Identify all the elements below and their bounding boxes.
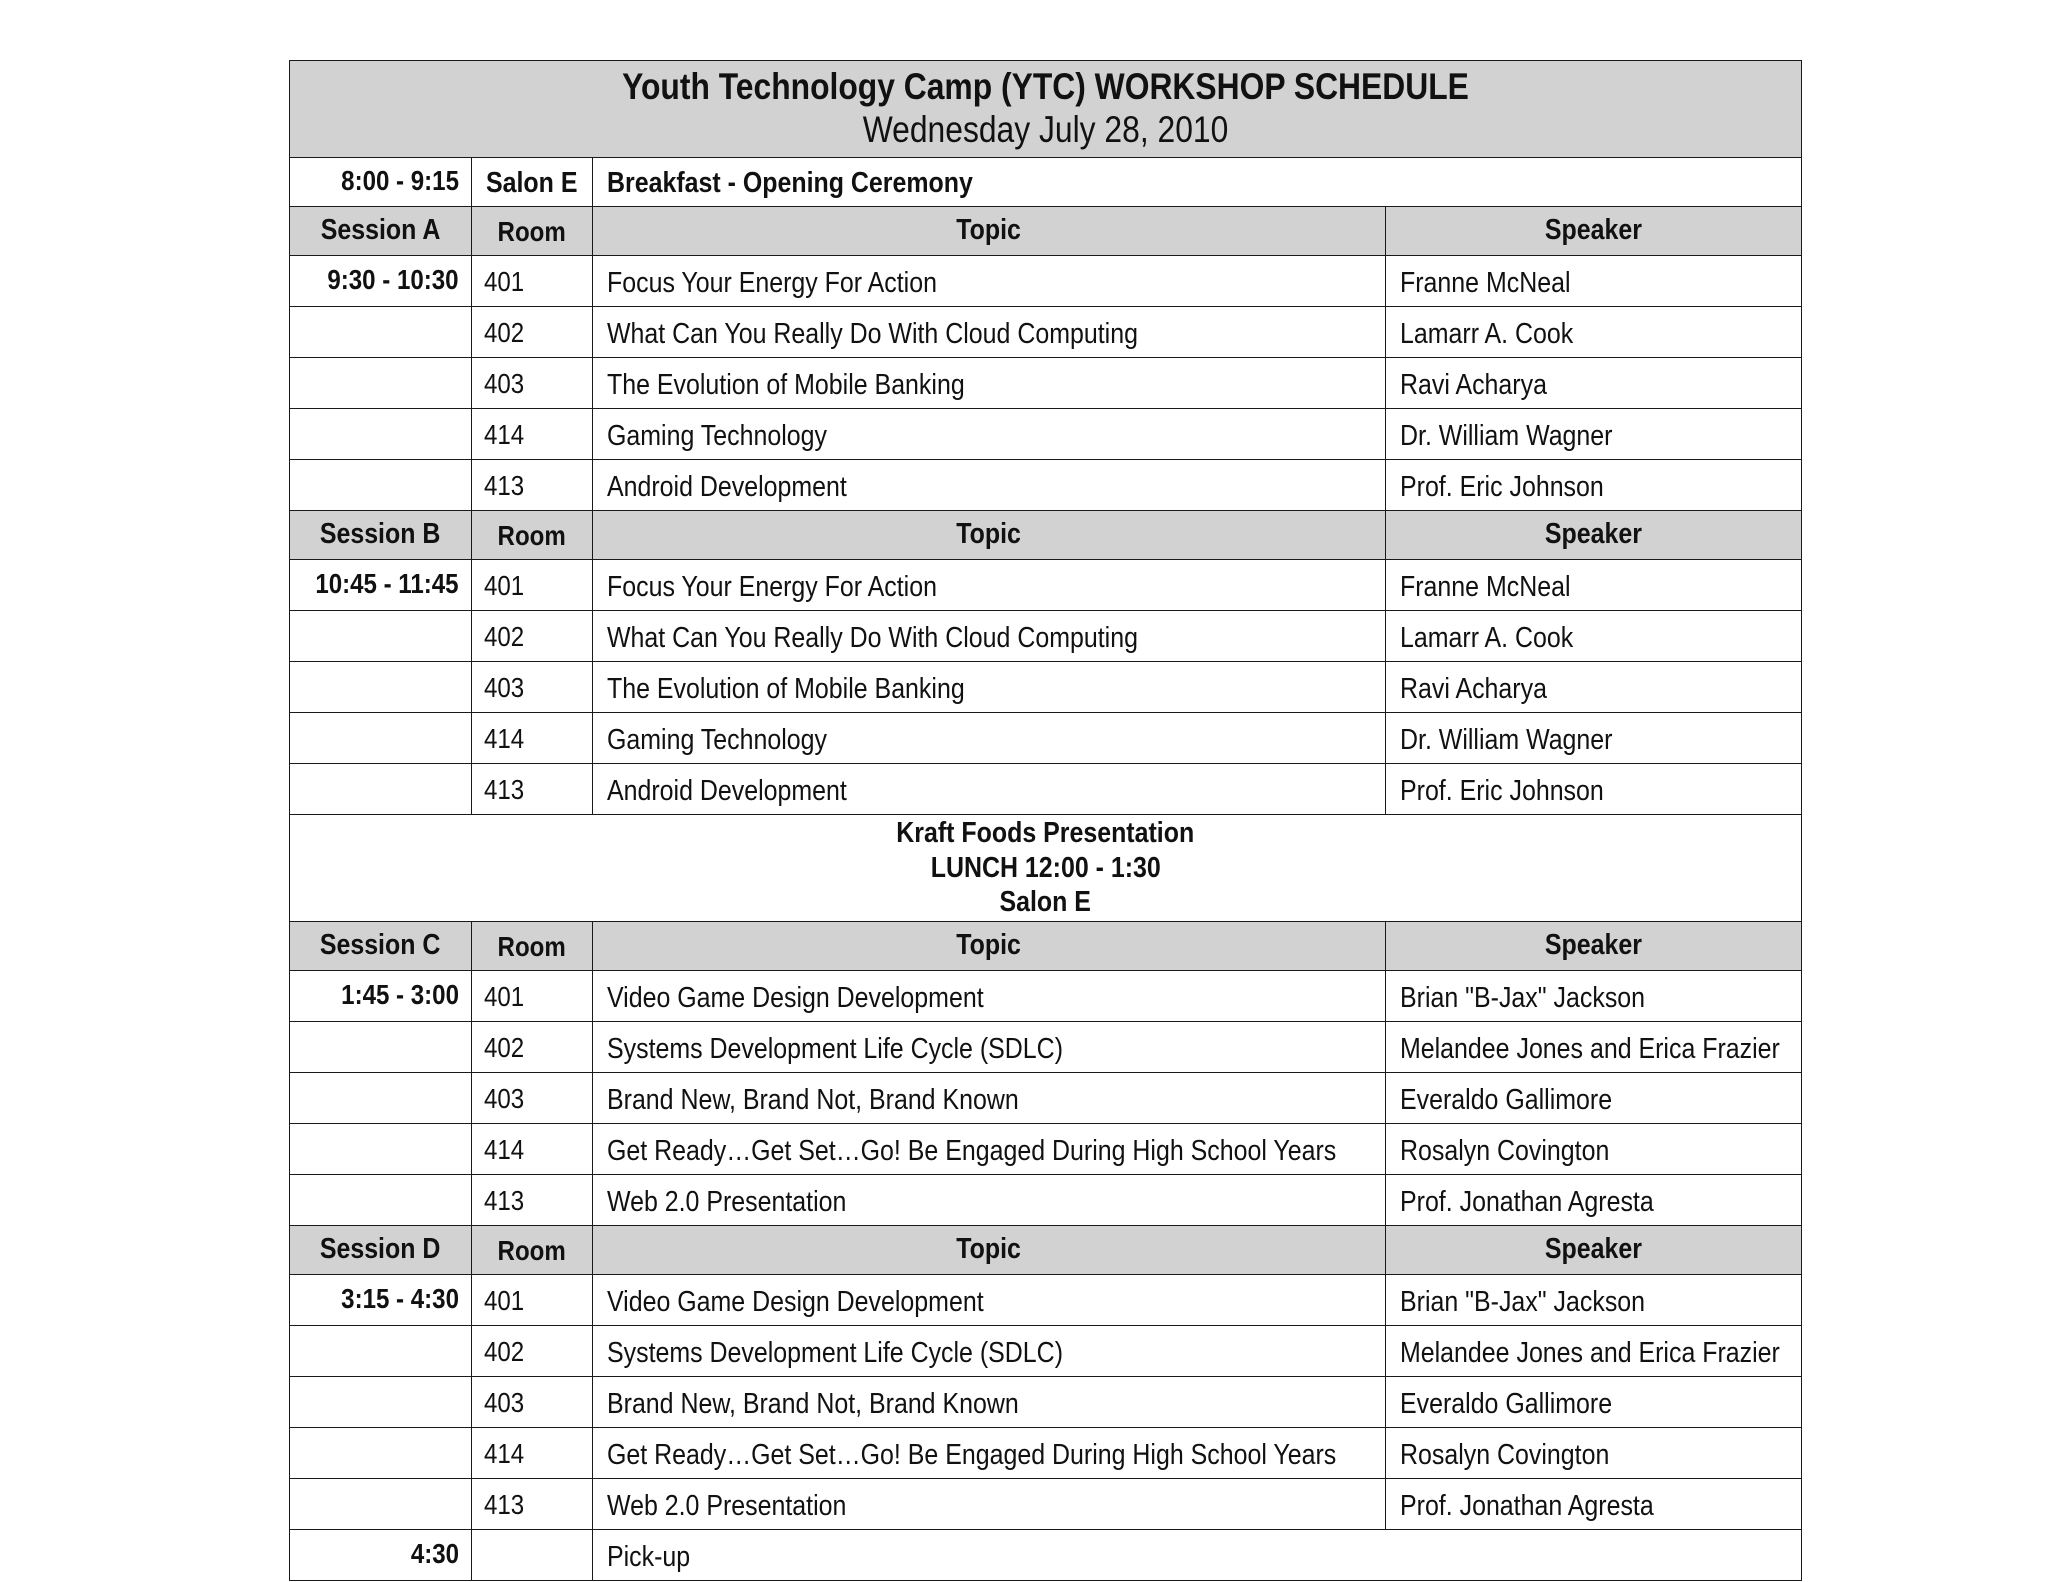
topic-cell xyxy=(593,560,1386,611)
session-header-row xyxy=(290,207,1802,256)
session-label-cell xyxy=(290,922,472,971)
topic-header-cell xyxy=(593,511,1386,560)
opening-row xyxy=(290,158,1802,207)
topic-cell xyxy=(593,1377,1386,1428)
session-time-cell xyxy=(290,560,472,611)
topic-title: Get Ready…Get Set…Go! Be Engaged During High School Years xyxy=(607,1134,1337,1167)
session-time: 9:30 - 10:30 xyxy=(327,264,459,295)
topic-cell xyxy=(593,1275,1386,1326)
topic-title: Systems Development Life Cycle (SDLC) xyxy=(607,1336,1064,1369)
topic-header: Topic xyxy=(956,517,1022,550)
topic-header-cell xyxy=(593,1226,1386,1275)
room-header: Room xyxy=(497,520,567,551)
empty-time-cell xyxy=(290,1428,472,1479)
opening-time: 8:00 - 9:15 xyxy=(341,165,459,196)
room-cell xyxy=(472,1377,593,1428)
lunch-line-3 xyxy=(290,885,1801,920)
pickup-event-cell xyxy=(593,1530,1802,1581)
room-number: 401 xyxy=(484,1285,525,1316)
speaker-header: Speaker xyxy=(1544,1232,1643,1265)
topic-header: Topic xyxy=(956,1232,1022,1265)
opening-event-cell xyxy=(593,158,1802,207)
speaker-name: Franne McNeal xyxy=(1400,266,1571,299)
session-time: 10:45 - 11:45 xyxy=(315,568,459,599)
session-row xyxy=(290,764,1802,815)
topic-cell xyxy=(593,1073,1386,1124)
session-row xyxy=(290,409,1802,460)
topic-cell xyxy=(593,1124,1386,1175)
topic-title: The Evolution of Mobile Banking xyxy=(607,672,965,705)
session-row xyxy=(290,1175,1802,1226)
schedule-date: Wednesday July 28, 2010 xyxy=(862,109,1229,150)
speaker-name: Melandee Jones and Erica Frazier xyxy=(1400,1336,1780,1369)
speaker-cell xyxy=(1386,1479,1802,1530)
room-header-cell xyxy=(472,1226,593,1275)
room-cell xyxy=(472,409,593,460)
speaker-header-cell xyxy=(1386,922,1802,971)
session-row xyxy=(290,971,1802,1022)
room-cell xyxy=(472,307,593,358)
speaker-cell xyxy=(1386,1073,1802,1124)
lunch-line-1 xyxy=(290,816,1801,851)
topic-header: Topic xyxy=(956,928,1022,961)
topic-title: Video Game Design Development xyxy=(607,1285,984,1318)
room-cell xyxy=(472,560,593,611)
room-number: 414 xyxy=(484,419,525,450)
session-row xyxy=(290,662,1802,713)
title-row xyxy=(290,61,1802,158)
topic-title: Systems Development Life Cycle (SDLC) xyxy=(607,1032,1064,1065)
room-number: 401 xyxy=(484,981,525,1012)
room-cell xyxy=(472,611,593,662)
speaker-name: Brian "B-Jax" Jackson xyxy=(1400,981,1646,1014)
topic-cell xyxy=(593,409,1386,460)
room-number: 403 xyxy=(484,1083,525,1114)
speaker-name: Everaldo Gallimore xyxy=(1400,1387,1613,1420)
room-header: Room xyxy=(497,1235,567,1266)
session-row xyxy=(290,256,1802,307)
room-number: 403 xyxy=(484,672,525,703)
session-row xyxy=(290,560,1802,611)
speaker-cell xyxy=(1386,611,1802,662)
topic-cell xyxy=(593,460,1386,511)
speaker-header-cell xyxy=(1386,207,1802,256)
session-name: Session A xyxy=(320,213,441,246)
room-number: 402 xyxy=(484,317,525,348)
empty-time-cell xyxy=(290,1022,472,1073)
speaker-name: Everaldo Gallimore xyxy=(1400,1083,1613,1116)
topic-header: Topic xyxy=(956,213,1022,246)
empty-time-cell xyxy=(290,611,472,662)
topic-title: Gaming Technology xyxy=(607,723,827,756)
room-header-cell xyxy=(472,511,593,560)
session-row xyxy=(290,1377,1802,1428)
session-header-row xyxy=(290,1226,1802,1275)
session-row xyxy=(290,1326,1802,1377)
session-header-row xyxy=(290,511,1802,560)
speaker-name: Brian "B-Jax" Jackson xyxy=(1400,1285,1646,1318)
room-number: 413 xyxy=(484,1489,525,1520)
topic-cell xyxy=(593,764,1386,815)
topic-cell xyxy=(593,1175,1386,1226)
room-cell xyxy=(472,256,593,307)
room-number: 414 xyxy=(484,1438,525,1469)
session-time: 3:15 - 4:30 xyxy=(341,1283,459,1314)
workshop-schedule-table xyxy=(289,60,1802,1581)
topic-cell xyxy=(593,713,1386,764)
opening-room-cell xyxy=(472,158,593,207)
empty-time-cell xyxy=(290,1479,472,1530)
room-number: 402 xyxy=(484,1032,525,1063)
topic-title: What Can You Really Do With Cloud Computing xyxy=(607,621,1138,654)
schedule-title: Youth Technology Camp (YTC) WORKSHOP SCHEDULE xyxy=(622,66,1469,108)
speaker-name: Dr. William Wagner xyxy=(1400,419,1613,452)
session-row xyxy=(290,1022,1802,1073)
pickup-room-cell xyxy=(472,1530,593,1581)
session-row xyxy=(290,713,1802,764)
speaker-name: Prof. Jonathan Agresta xyxy=(1400,1185,1654,1218)
topic-title: Get Ready…Get Set…Go! Be Engaged During High School Years xyxy=(607,1438,1337,1471)
speaker-cell xyxy=(1386,971,1802,1022)
session-time-cell xyxy=(290,1275,472,1326)
topic-cell xyxy=(593,1428,1386,1479)
speaker-name: Rosalyn Covington xyxy=(1400,1134,1610,1167)
room-number: 413 xyxy=(484,774,525,805)
room-cell xyxy=(472,1275,593,1326)
topic-cell xyxy=(593,307,1386,358)
room-cell xyxy=(472,1479,593,1530)
room-cell xyxy=(472,1326,593,1377)
session-row xyxy=(290,611,1802,662)
session-row xyxy=(290,1428,1802,1479)
session-row xyxy=(290,1479,1802,1530)
topic-cell xyxy=(593,256,1386,307)
speaker-cell xyxy=(1386,1377,1802,1428)
lunch-line-2 xyxy=(290,851,1801,886)
topic-title: Android Development xyxy=(607,470,847,503)
topic-cell xyxy=(593,971,1386,1022)
room-cell xyxy=(472,764,593,815)
empty-time-cell xyxy=(290,764,472,815)
room-cell xyxy=(472,1428,593,1479)
speaker-cell xyxy=(1386,1275,1802,1326)
speaker-cell xyxy=(1386,1124,1802,1175)
pickup-time: 4:30 xyxy=(410,1538,459,1569)
speaker-cell xyxy=(1386,460,1802,511)
speaker-cell xyxy=(1386,560,1802,611)
topic-header-cell xyxy=(593,207,1386,256)
session-label-cell xyxy=(290,511,472,560)
room-number: 403 xyxy=(484,368,525,399)
speaker-cell xyxy=(1386,1326,1802,1377)
opening-room: Salon E xyxy=(486,166,578,199)
session-time-cell xyxy=(290,256,472,307)
topic-title: Gaming Technology xyxy=(607,419,827,452)
empty-time-cell xyxy=(290,409,472,460)
session-label-cell xyxy=(290,207,472,256)
room-header: Room xyxy=(497,931,567,962)
room-cell xyxy=(472,1022,593,1073)
room-header: Room xyxy=(497,216,567,247)
topic-title: What Can You Really Do With Cloud Computing xyxy=(607,317,1138,350)
pickup-event: Pick-up xyxy=(607,1540,691,1573)
title-cell xyxy=(290,61,1802,158)
room-header-cell xyxy=(472,207,593,256)
speaker-name: Prof. Jonathan Agresta xyxy=(1400,1489,1654,1522)
topic-cell xyxy=(593,1022,1386,1073)
session-row xyxy=(290,307,1802,358)
lunch-cell xyxy=(290,815,1802,922)
room-cell xyxy=(472,358,593,409)
empty-time-cell xyxy=(290,460,472,511)
pickup-time-cell xyxy=(290,1530,472,1581)
room-header-cell xyxy=(472,922,593,971)
speaker-name: Ravi Acharya xyxy=(1400,368,1547,401)
empty-time-cell xyxy=(290,1326,472,1377)
room-number: 413 xyxy=(484,1185,525,1216)
speaker-cell xyxy=(1386,1022,1802,1073)
room-number: 414 xyxy=(484,1134,525,1165)
speaker-cell xyxy=(1386,358,1802,409)
session-row xyxy=(290,1073,1802,1124)
room-number: 401 xyxy=(484,266,525,297)
speaker-cell xyxy=(1386,307,1802,358)
topic-title: Brand New, Brand Not, Brand Known xyxy=(607,1083,1019,1116)
topic-title: Web 2.0 Presentation xyxy=(607,1185,847,1218)
speaker-header: Speaker xyxy=(1544,928,1643,961)
speaker-header-cell xyxy=(1386,1226,1802,1275)
speaker-cell xyxy=(1386,1428,1802,1479)
empty-time-cell xyxy=(290,307,472,358)
session-row xyxy=(290,358,1802,409)
speaker-cell xyxy=(1386,662,1802,713)
topic-cell xyxy=(593,662,1386,713)
room-cell xyxy=(472,460,593,511)
room-cell xyxy=(472,971,593,1022)
room-cell xyxy=(472,1175,593,1226)
topic-cell xyxy=(593,1326,1386,1377)
opening-time-cell xyxy=(290,158,472,207)
speaker-name: Lamarr A. Cook xyxy=(1400,621,1574,654)
session-time-cell xyxy=(290,971,472,1022)
topic-title: Brand New, Brand Not, Brand Known xyxy=(607,1387,1019,1420)
topic-cell xyxy=(593,1479,1386,1530)
room-number: 414 xyxy=(484,723,525,754)
speaker-cell xyxy=(1386,1175,1802,1226)
topic-header-cell xyxy=(593,922,1386,971)
room-number: 413 xyxy=(484,470,525,501)
speaker-name: Lamarr A. Cook xyxy=(1400,317,1574,350)
lunch-text: LUNCH 12:00 - 1:30 xyxy=(930,851,1161,884)
speaker-name: Dr. William Wagner xyxy=(1400,723,1613,756)
topic-title: Focus Your Energy For Action xyxy=(607,570,937,603)
pickup-row xyxy=(290,1530,1802,1581)
session-header-row xyxy=(290,922,1802,971)
session-name: Session B xyxy=(320,517,441,550)
speaker-cell xyxy=(1386,764,1802,815)
session-row xyxy=(290,1124,1802,1175)
speaker-cell xyxy=(1386,713,1802,764)
session-name: Session D xyxy=(320,1232,441,1265)
lunch-row xyxy=(290,815,1802,922)
room-cell xyxy=(472,1124,593,1175)
topic-title: Android Development xyxy=(607,774,847,807)
speaker-name: Rosalyn Covington xyxy=(1400,1438,1610,1471)
session-name: Session C xyxy=(320,928,441,961)
speaker-cell xyxy=(1386,409,1802,460)
room-number: 402 xyxy=(484,621,525,652)
room-cell xyxy=(472,1073,593,1124)
room-number: 401 xyxy=(484,570,525,601)
session-row xyxy=(290,460,1802,511)
topic-cell xyxy=(593,358,1386,409)
session-label-cell xyxy=(290,1226,472,1275)
room-number: 403 xyxy=(484,1387,525,1418)
speaker-name: Melandee Jones and Erica Frazier xyxy=(1400,1032,1780,1065)
topic-title: Web 2.0 Presentation xyxy=(607,1489,847,1522)
room-number: 402 xyxy=(484,1336,525,1367)
speaker-name: Ravi Acharya xyxy=(1400,672,1547,705)
empty-time-cell xyxy=(290,662,472,713)
speaker-name: Franne McNeal xyxy=(1400,570,1571,603)
session-row xyxy=(290,1275,1802,1326)
lunch-text: Kraft Foods Presentation xyxy=(896,816,1195,849)
empty-time-cell xyxy=(290,1377,472,1428)
speaker-cell xyxy=(1386,256,1802,307)
speaker-header: Speaker xyxy=(1544,213,1643,246)
speaker-name: Prof. Eric Johnson xyxy=(1400,774,1604,807)
empty-time-cell xyxy=(290,1175,472,1226)
speaker-name: Prof. Eric Johnson xyxy=(1400,470,1604,503)
topic-cell xyxy=(593,611,1386,662)
session-time: 1:45 - 3:00 xyxy=(341,979,459,1010)
topic-title: Focus Your Energy For Action xyxy=(607,266,937,299)
speaker-header: Speaker xyxy=(1544,517,1643,550)
room-cell xyxy=(472,713,593,764)
empty-time-cell xyxy=(290,358,472,409)
empty-time-cell xyxy=(290,1124,472,1175)
opening-event: Breakfast - Opening Ceremony xyxy=(607,166,973,199)
empty-time-cell xyxy=(290,1073,472,1124)
room-cell xyxy=(472,662,593,713)
topic-title: Video Game Design Development xyxy=(607,981,984,1014)
empty-time-cell xyxy=(290,713,472,764)
lunch-text: Salon E xyxy=(999,886,1092,919)
speaker-header-cell xyxy=(1386,511,1802,560)
topic-title: The Evolution of Mobile Banking xyxy=(607,368,965,401)
